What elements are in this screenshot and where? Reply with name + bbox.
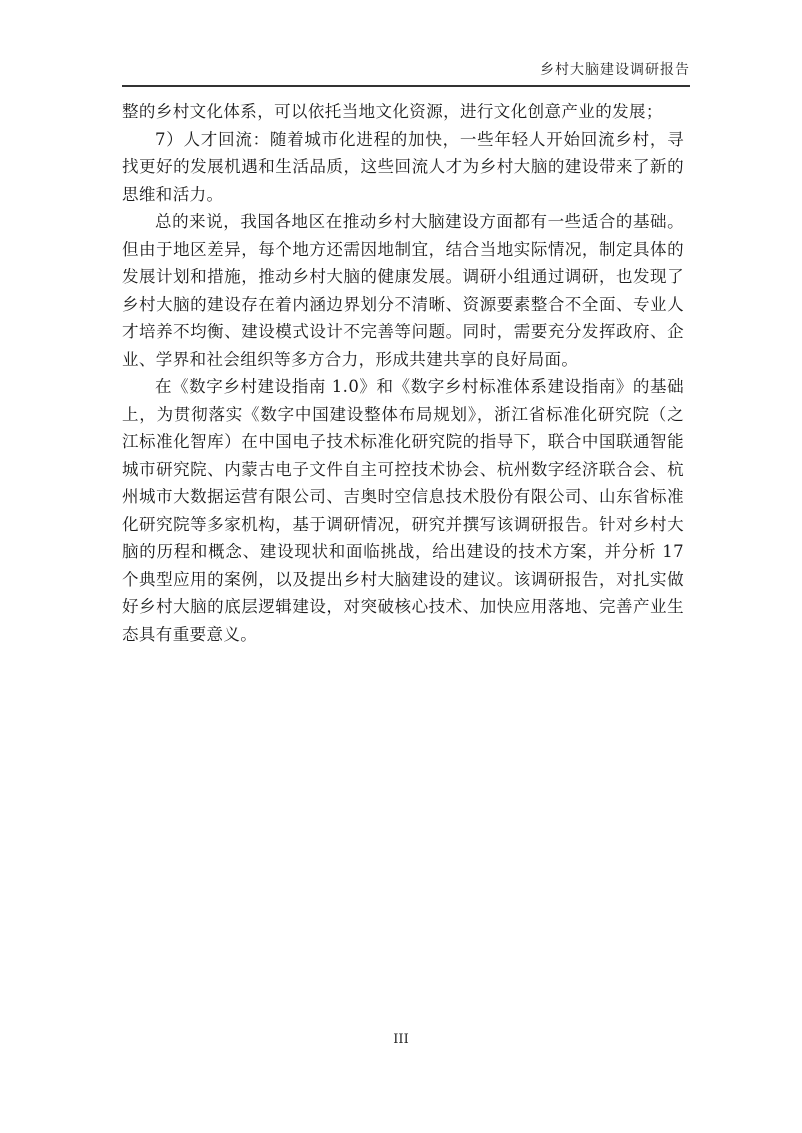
paragraph-talent-return: 7）人才回流：随着城市化进程的加快，一些年轻人开始回流乡村，寻找更好的发展机遇和生活品质，这些回流人才为乡村大脑的建设带来了新的思维和活力。	[122, 129, 684, 204]
paragraph-continuation: 整的乡村文化体系，可以依托当地文化资源，进行文化创意产业的发展；	[122, 102, 663, 121]
paragraph-report-background: 在《数字乡村建设指南 1.0》和《数字乡村标准体系建设指南》的基础上，为贯彻落实《数字中国建设整体布局规划》，浙江省标准化研究院（之江标准化智库）在中国电子技术标准化研究院的指导下，联合中国联通智能城市研究院、内蒙古电子文件自主可控技术协会、杭州数字经济联合会、杭州城市大数据运营有限公司、吉奥时空信息技术股份有限公司、山东省标准化研究院等多家机构，基于调研情况，研究并撰写该调研报告。针对乡村大脑的历程和概念、建设现状和面临挑战，给出建设的技术方案，并分析 17 个典型应用的案例，以及提出乡村大脑建设的建议。该调研报告，对扎实做好乡村大脑的底层逻辑建设，对突破核心技术、加快应用落地、完善产业生态具有重要意义。	[122, 377, 684, 644]
running-header-title: 乡村大脑建设调研报告	[540, 62, 690, 78]
body-text	[122, 98, 684, 648]
page-number: III	[393, 1032, 409, 1047]
paragraph-summary: 总的来说，我国各地区在推动乡村大脑建设方面都有一些适合的基础。但由于地区差异，每个地方还需因地制宜，结合当地实际情况，制定具体的发展计划和措施，推动乡村大脑的健康发展。调研小组通过调研，也发现了乡村大脑的建设存在着内涵边界划分不清晰、资源要素整合不全面、专业人才培养不均衡、建设模式设计不完善等问题。同时，需要充分发挥政府、企业、学界和社会组织等多方合力，形成共建共享的良好局面。	[122, 212, 684, 369]
header-divider	[122, 85, 690, 87]
